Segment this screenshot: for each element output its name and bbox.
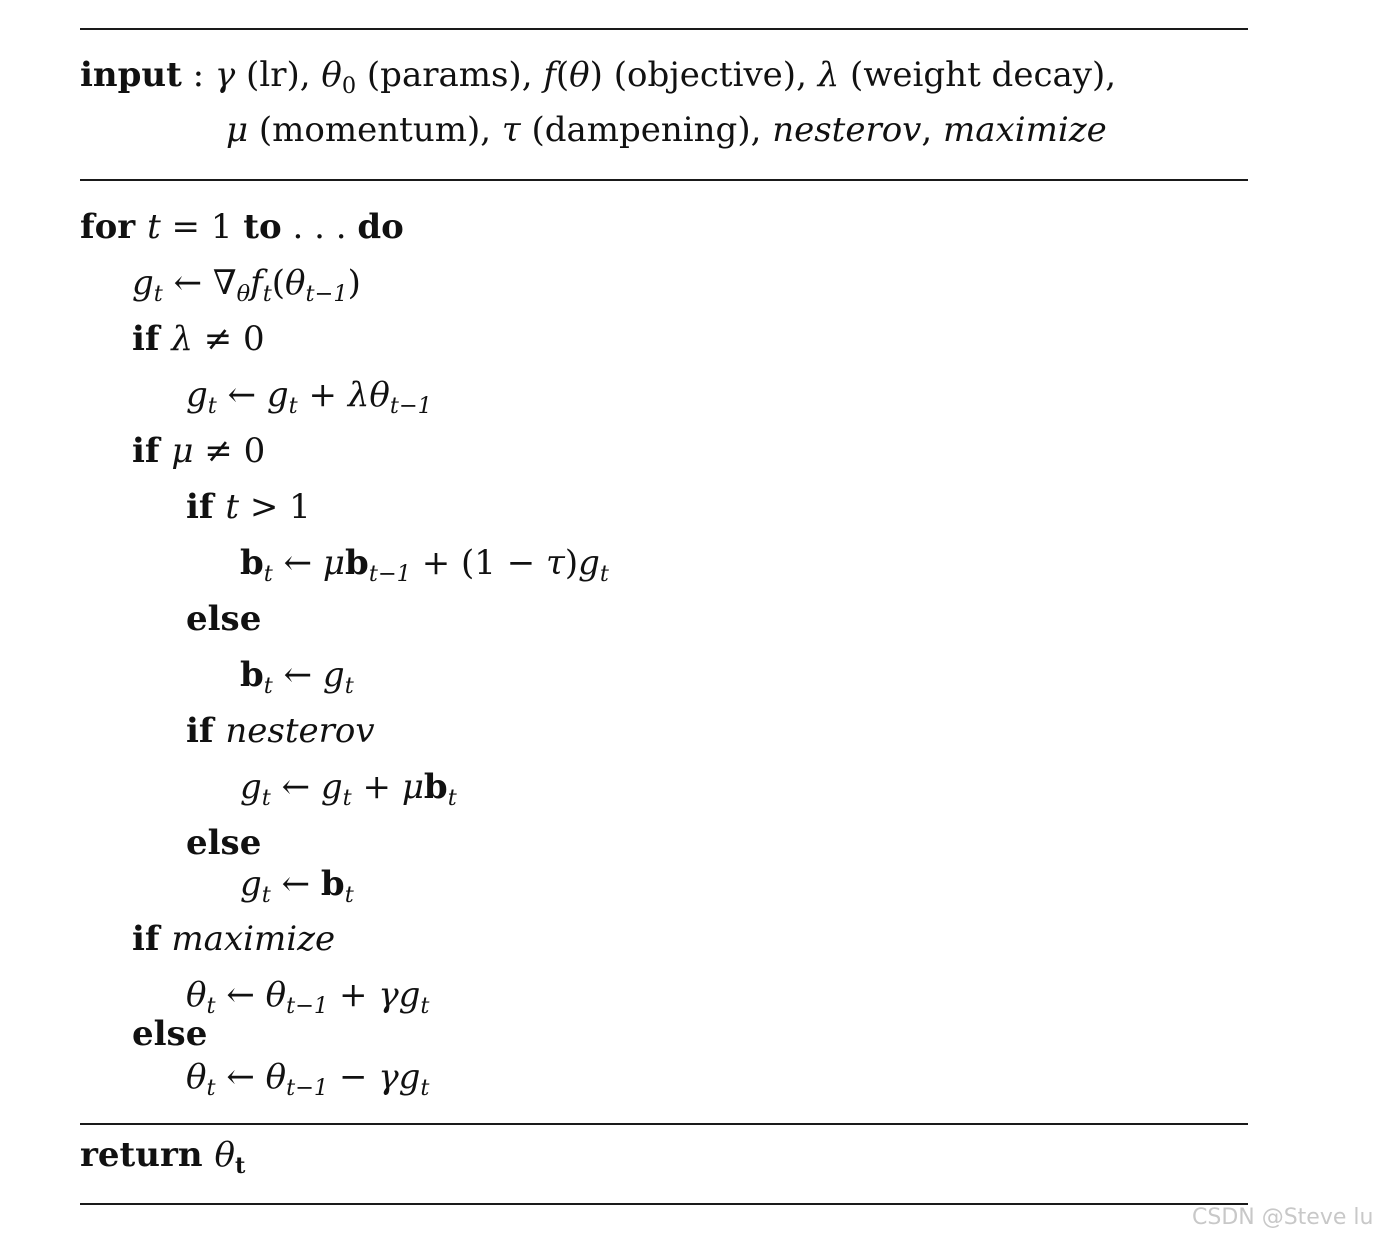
math-token: ,: [921, 110, 944, 150]
math-token: > 1: [239, 487, 311, 527]
input-line-1-math: [181, 55, 1117, 100]
algo-line-content: [240, 767, 457, 812]
algo-line-momentum-update: [240, 864, 354, 909]
algo-line-for-loop: [80, 207, 404, 247]
math-token: g: [186, 375, 208, 415]
algo-line-init-buffer: [240, 655, 354, 700]
math-token: t: [153, 281, 163, 308]
algo-line-content: [132, 1014, 207, 1054]
math-token: t: [147, 207, 161, 247]
top-rule: [80, 28, 1248, 30]
math-token: if: [186, 711, 226, 751]
math-token: . . .: [281, 207, 358, 247]
math-token: t: [263, 561, 273, 588]
math-token: b: [240, 543, 264, 583]
math-token: return: [80, 1135, 215, 1175]
math-token: g: [132, 263, 154, 303]
math-token: θ: [285, 263, 306, 303]
math-token: (dampening),: [520, 110, 773, 150]
return-line: [80, 1135, 246, 1180]
math-token: t−1: [368, 561, 411, 588]
math-token: θ: [265, 975, 287, 1015]
math-token: μ: [226, 110, 249, 150]
math-token: :: [181, 55, 215, 95]
input-line-2-math: [226, 110, 1107, 150]
math-token: τ: [546, 543, 565, 583]
math-token: t: [420, 993, 430, 1020]
math-token: t: [262, 281, 272, 308]
math-token: nesterov: [225, 711, 375, 751]
algo-line-content: [132, 319, 265, 359]
math-token: t: [599, 561, 609, 588]
input-line-2: [226, 110, 1107, 150]
math-token: maximize: [171, 919, 336, 959]
math-token: t: [207, 393, 217, 420]
math-token: to: [243, 207, 282, 247]
math-token: ←: [272, 655, 323, 695]
math-token: g: [322, 655, 345, 695]
math-token: t: [206, 1075, 216, 1102]
math-token: t: [261, 882, 271, 909]
math-token: (params),: [356, 55, 544, 95]
algo-line-else-nesterov: [186, 823, 261, 863]
algo-line-content: [80, 207, 404, 247]
math-token: +: [351, 767, 402, 807]
algo-line-ascent-step: [186, 975, 430, 1020]
math-token: −: [328, 1057, 379, 1097]
math-token: γg: [378, 975, 421, 1015]
algo-line-content: [186, 975, 430, 1020]
math-token: if: [186, 487, 226, 527]
math-token: ←: [272, 543, 323, 583]
algo-line-content: [186, 599, 261, 639]
algo-line-if-weight-decay: [132, 319, 265, 359]
math-token: λ: [817, 55, 840, 95]
math-token: else: [186, 599, 262, 639]
math-token: μ: [401, 767, 424, 807]
algo-line-content: [240, 543, 609, 588]
math-token: θ: [186, 975, 207, 1015]
algo-line-content: [132, 263, 361, 308]
math-token: t: [447, 785, 457, 812]
math-token: for: [80, 207, 148, 247]
math-token: θ: [236, 281, 251, 308]
algo-line-content: [132, 431, 265, 471]
math-token: ): [564, 543, 579, 583]
math-token: t: [234, 1153, 246, 1180]
algo-line-update-buffer: [240, 543, 609, 588]
math-token: t: [263, 673, 273, 700]
algo-line-content: [186, 1057, 430, 1102]
math-token: = 1: [160, 207, 244, 247]
math-token: ←: [270, 767, 321, 807]
math-token: τ: [501, 110, 521, 150]
math-token: t−1: [389, 393, 432, 420]
footer-rule: [80, 1123, 1248, 1125]
math-token: maximize: [943, 110, 1107, 150]
watermark: CSDN @Steve lu: [1192, 1205, 1374, 1230]
algo-line-content: [186, 375, 432, 420]
math-token: (: [555, 55, 570, 95]
math-token: t: [225, 487, 240, 527]
math-token: ← ∇: [162, 263, 237, 303]
math-token: t: [342, 785, 352, 812]
math-token: if: [132, 431, 172, 471]
math-token: b: [423, 767, 448, 807]
math-token: do: [357, 207, 404, 247]
math-token: g: [266, 375, 289, 415]
algo-line-gradient: [132, 263, 361, 308]
math-token: γg: [378, 1057, 421, 1097]
algo-line-if-nesterov: [186, 711, 375, 751]
math-token: f: [250, 263, 263, 303]
math-token: 0: [341, 73, 357, 100]
math-token: nesterov: [772, 110, 922, 150]
math-token: + (1 −: [410, 543, 547, 583]
algo-line-content: [186, 823, 261, 863]
math-token: θ: [186, 1057, 207, 1097]
algo-line-else-buffer: [186, 599, 261, 639]
algo-line-content: [240, 864, 354, 909]
math-token: t: [420, 1075, 430, 1102]
math-token: ≠ 0: [193, 431, 266, 471]
math-token: (: [271, 263, 286, 303]
math-token: ←: [215, 975, 266, 1015]
input-line-1: [80, 55, 1117, 100]
math-token: +: [297, 375, 348, 415]
algo-line-if-t-gt-1: [186, 487, 311, 527]
algo-line-apply-weight-decay: [186, 375, 432, 420]
math-token: t−1: [286, 1075, 329, 1102]
math-token: ): [347, 263, 361, 303]
math-token: γ: [214, 55, 236, 95]
math-token: g: [240, 767, 262, 807]
math-token: θ: [569, 55, 590, 95]
math-token: ←: [215, 1057, 266, 1097]
math-token: t−1: [286, 993, 329, 1020]
math-token: (momentum),: [248, 110, 502, 150]
algo-line-descent-step: [186, 1057, 430, 1102]
math-token: (weight decay),: [839, 55, 1117, 95]
math-token: t: [206, 993, 216, 1020]
math-token: λθ: [347, 375, 390, 415]
math-token: if: [132, 919, 172, 959]
math-token: t−1: [305, 281, 348, 308]
math-token: ≠ 0: [192, 319, 265, 359]
math-token: b: [320, 864, 345, 904]
algo-line-content: [186, 711, 375, 751]
math-token: ←: [270, 864, 321, 904]
math-token: t: [344, 673, 354, 700]
math-token: +: [328, 975, 379, 1015]
math-token: if: [132, 319, 172, 359]
math-token: g: [240, 864, 262, 904]
algo-line-content: [132, 919, 335, 959]
math-token: g: [320, 767, 343, 807]
algo-line-if-momentum: [132, 431, 265, 471]
algo-line-nesterov-update: [240, 767, 457, 812]
input-label: input: [80, 55, 182, 95]
algo-line-if-maximize: [132, 919, 335, 959]
return-line-content: [80, 1135, 246, 1180]
algo-line-else-maximize: [132, 1014, 207, 1054]
math-token: else: [186, 823, 262, 863]
math-token: (lr),: [235, 55, 322, 95]
math-token: f: [543, 55, 556, 95]
math-token: ) (objective),: [589, 55, 818, 95]
math-token: else: [132, 1014, 208, 1054]
math-token: θ: [214, 1135, 235, 1175]
math-token: θ: [321, 55, 342, 95]
math-token: t: [261, 785, 271, 812]
math-token: g: [578, 543, 600, 583]
math-token: μ: [171, 431, 194, 471]
algo-line-content: [240, 655, 354, 700]
math-token: λ: [171, 319, 193, 359]
algo-line-content: [186, 487, 311, 527]
math-token: t: [288, 393, 298, 420]
math-token: t: [344, 882, 354, 909]
math-token: θ: [265, 1057, 287, 1097]
math-token: b: [240, 655, 264, 695]
bottom-rule: [80, 1203, 1248, 1205]
header-rule: [80, 179, 1248, 181]
math-token: μ: [322, 543, 346, 583]
math-token: ←: [216, 375, 267, 415]
math-token: b: [345, 543, 369, 583]
